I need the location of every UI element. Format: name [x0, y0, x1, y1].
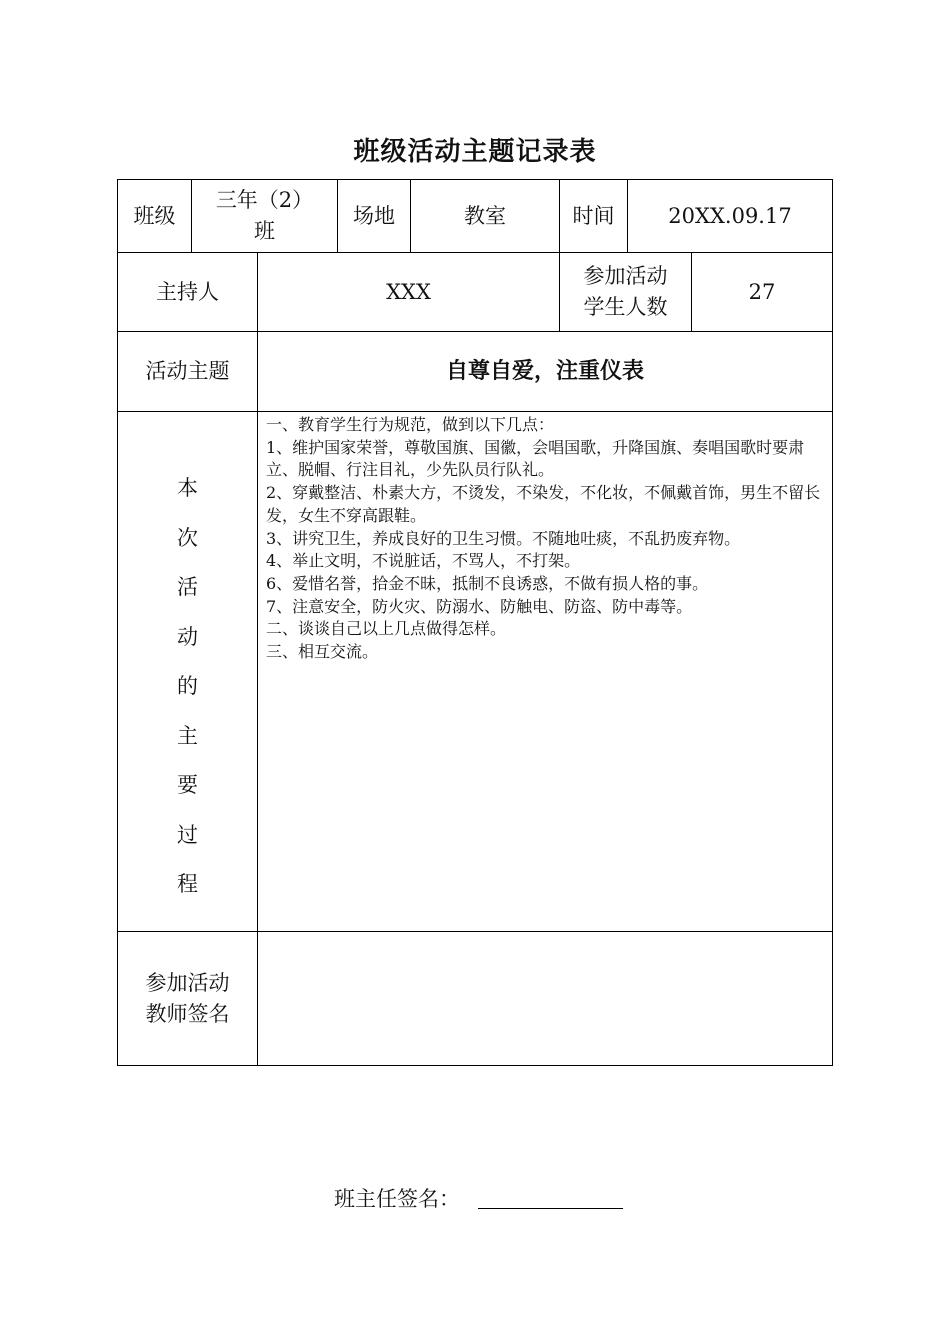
time-label-text: 时间 [572, 203, 615, 228]
process-label-char: 本 [177, 476, 198, 500]
student-count-value [691, 252, 833, 332]
venue-label [337, 179, 411, 253]
class-value [191, 179, 338, 253]
head-teacher-signature-label: 班主任签名： [334, 1187, 460, 1211]
process-label-char: 要 [177, 773, 198, 797]
theme-label-text: 活动主题 [145, 359, 230, 383]
theme-value [257, 331, 833, 412]
process-line: 三、相互交流。 [266, 642, 379, 662]
class-label [117, 179, 192, 253]
student-count-label-text: 参加活动学生人数 [583, 264, 668, 319]
head-teacher-signature-line[interactable] [478, 1208, 623, 1209]
process-line: 一、教育学生行为规范，做到以下几点： [266, 415, 555, 434]
host-value-text: XXX [386, 279, 431, 304]
class-value-text: 三年（2）班 [215, 188, 314, 243]
process-label-char: 次 [177, 525, 198, 550]
process-label-char: 动 [177, 624, 198, 649]
host-label [117, 252, 258, 332]
process-label-char: 主 [177, 723, 198, 748]
teacher-sign-label [117, 931, 258, 1066]
teacher-sign-area[interactable] [257, 931, 833, 1066]
student-count-value-text: 27 [748, 279, 776, 304]
teacher-sign-label-text: 参加活动教师签名 [145, 970, 230, 1026]
venue-value-text: 教室 [464, 203, 506, 228]
time-value [627, 179, 833, 253]
theme-value-text: 自尊自爱，注重仪表 [445, 359, 644, 384]
process-line: 6、爱惜名誉，拾金不昧，抵制不良诱惑，不做有损人格的事。 [266, 573, 709, 593]
process-line: 3、讲究卫生，养成良好的卫生习惯。不随地吐痰，不乱扔废弃物。 [266, 528, 741, 548]
process-line: 2、穿戴整洁、朴素大方，不烫发，不染发，不化妆，不佩戴首饰，男生不留长发，女生不穿高跟鞋。 [266, 483, 821, 525]
venue-label-text: 场地 [353, 203, 395, 228]
process-line: 4、举止文明，不说脏话，不骂人，不打架。 [266, 551, 581, 571]
host-value [257, 252, 560, 332]
time-label [559, 179, 628, 253]
host-label-text: 主持人 [156, 279, 219, 304]
theme-label [117, 331, 258, 412]
process-label-char: 活 [177, 575, 198, 599]
process-label [117, 411, 258, 932]
process-line: 1、维护国家荣誉，尊敬国旗、国徽，会唱国歌，升降国旗、奏唱国歌时要肃立、脱帽、行注目礼，少先队员行队礼。 [266, 437, 805, 480]
process-content [257, 411, 833, 932]
class-label-text: 班级 [133, 203, 176, 228]
process-label-char: 的 [177, 674, 198, 698]
process-label-char: 过 [177, 822, 198, 847]
page-title: 班级活动主题记录表 [353, 137, 597, 167]
process-line: 二、谈谈自己以上几点做得怎样。 [266, 619, 507, 639]
venue-value [410, 179, 560, 253]
student-count-label [559, 252, 692, 332]
process-line: 7、注意安全，防火灾、防溺水、防触电、防盗、防中毒等。 [266, 596, 693, 616]
process-label-char: 程 [177, 872, 198, 896]
time-value-text: 20XX.09.17 [668, 203, 792, 228]
